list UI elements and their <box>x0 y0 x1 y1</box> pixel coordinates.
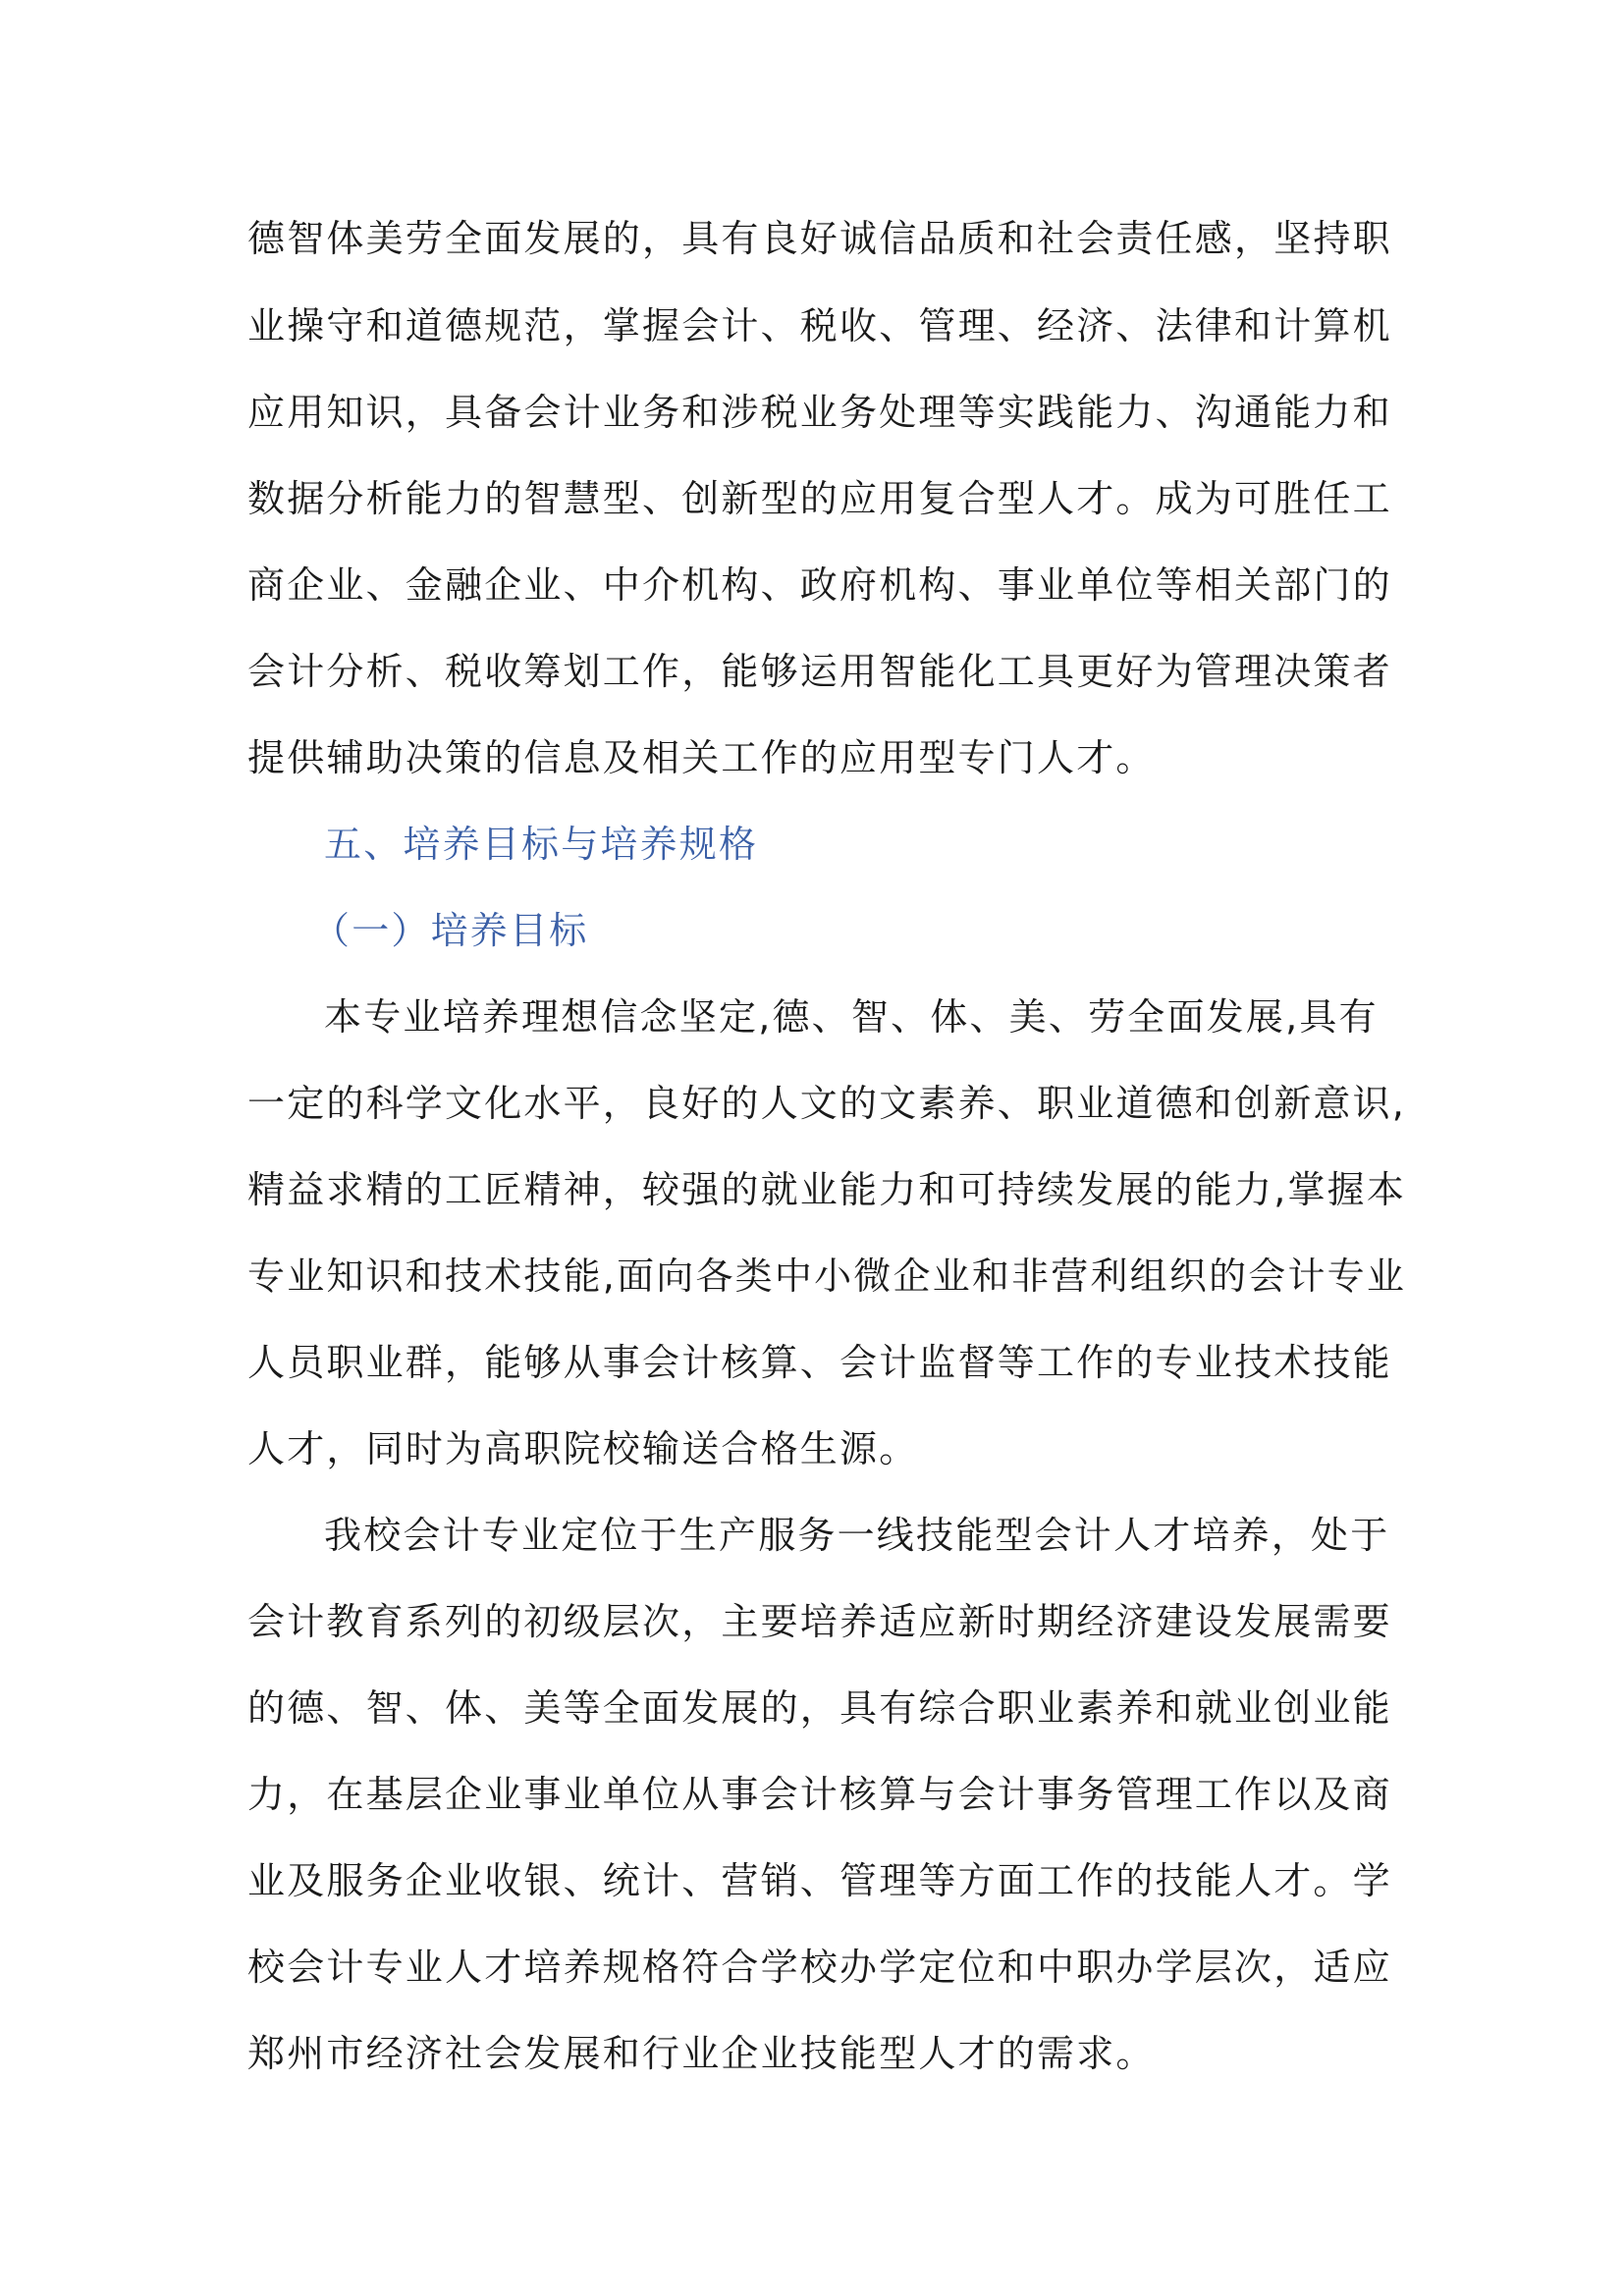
text-line: 德智体美劳全面发展的，具有良好诚信品质和社会责任感，坚持职 <box>247 217 1392 260</box>
text-line: 会计分析、税收筹划工作，能够运用智能化工具更好为管理决策者 <box>247 650 1392 693</box>
text-line: 郑州市经济社会发展和行业企业技能型人才的需求。 <box>247 2032 1156 2075</box>
text-line: 力，在基层企业事业单位从事会计核算与会计事务管理工作以及商 <box>247 1773 1392 1816</box>
text-line: 商企业、金融企业、中介机构、政府机构、事业单位等相关部门的 <box>247 563 1392 607</box>
text-line: 校会计专业人才培养规格符合学校办学定位和中职办学层次，适应 <box>247 1946 1392 1989</box>
text-line: 会计教育系列的初级层次，主要培养适应新时期经济建设发展需要 <box>247 1600 1392 1643</box>
text-line: 一定的科学文化水平，良好的人文的文素养、职业道德和创新意识, <box>247 1082 1407 1125</box>
text-line: 精益求精的工匠精神，较强的就业能力和可持续发展的能力,掌握本 <box>247 1168 1407 1211</box>
text-line: 人才，同时为高职院校输送合格生源。 <box>247 1427 919 1470</box>
text-line: 人员职业群，能够从事会计核算、会计监督等工作的专业技术技能 <box>247 1341 1392 1384</box>
subsection-heading: （一）培养目标 <box>312 909 589 952</box>
text-line: 我校会计专业定位于生产服务一线技能型会计人才培养，处于 <box>324 1514 1390 1557</box>
text-line: 数据分析能力的智慧型、创新型的应用复合型人才。成为可胜任工 <box>247 477 1392 520</box>
text-line: 应用知识，具备会计业务和涉税业务处理等实践能力、沟通能力和 <box>247 391 1392 434</box>
text-line: 本专业培养理想信念坚定,德、智、体、美、劳全面发展,具有 <box>324 995 1379 1039</box>
section-heading: 五、培养目标与培养规格 <box>324 823 759 866</box>
text-line: 的德、智、体、美等全面发展的，具有综合职业素养和就业创业能 <box>247 1686 1392 1730</box>
text-line: 业及服务企业收银、统计、营销、管理等方面工作的技能人才。学 <box>247 1859 1392 1902</box>
text-line: 专业知识和技术技能,面向各类中小微企业和非营利组织的会计专业 <box>247 1255 1407 1298</box>
text-line: 提供辅助决策的信息及相关工作的应用型专门人才。 <box>247 736 1156 779</box>
text-line: 业操守和道德规范，掌握会计、税收、管理、经济、法律和计算机 <box>247 304 1392 347</box>
